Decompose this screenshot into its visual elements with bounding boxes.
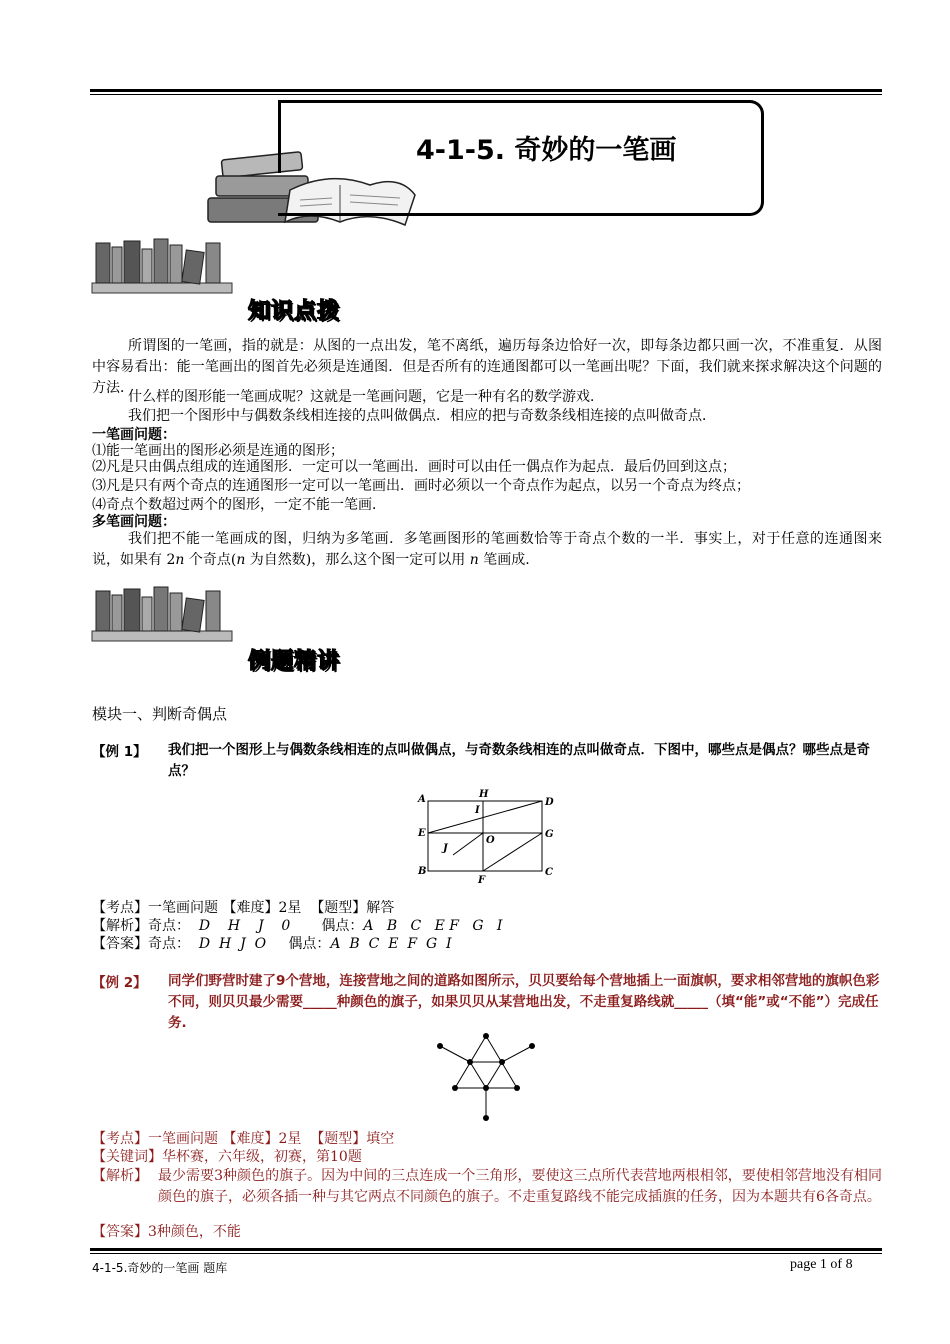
- question-paragraph: 什么样的图形能一笔画成呢？这就是一笔画问题，它是一种有名的数学游戏．: [128, 389, 604, 405]
- example-2-keywords: 【关键词】华杯赛，六年级，初赛，第10题: [92, 1149, 362, 1165]
- example-2-figure: [430, 1030, 542, 1126]
- label-e: E: [418, 828, 426, 839]
- example-1-meta: 【考点】一笔画问题 【难度】2星 【题型】解答: [92, 900, 395, 916]
- intro-paragraph: 所谓图的一笔画，指的就是：从图的一点出发，笔不离纸，遍历每条边恰好一次，即每条边都只画一次，不准重复．从图中容易看出：能一笔画出的图首先必须是连通图．但是否所有的连通图都可以一笔画出呢？下面，我们就来探求解决这个问题的方法．: [92, 338, 882, 396]
- label-a: A: [418, 794, 426, 805]
- example-1-analysis: 【解析】奇点： D H J 0 偶点：A B C E F G I: [92, 918, 503, 934]
- one-stroke-heading: 一笔画问题：: [92, 427, 176, 443]
- definition-paragraph: 我们把一个图形中与偶数条线相连接的点叫做偶点．相应的把与奇数条线相连接的点叫做奇点．: [128, 408, 716, 424]
- footer-doc-title: 4-1-5.奇妙的一笔画 题库: [92, 1261, 228, 1275]
- example-2-question: 同学们野营时建了9个营地，连接营地之间的道路如图所示，贝贝要给每个营地插上一面旗帜，要求相邻营地的旗帜色彩不同，则贝贝最少需要_____种颜色的旗子，如果贝贝从某营地出发，不走重复路线就_____（填“能”或“不能”）完成任务.: [168, 973, 880, 1031]
- section-heading-examples: 例题精讲: [248, 649, 341, 674]
- page-title: 4-1-5. 奇妙的一笔画: [416, 135, 677, 166]
- top-rule-thin: [90, 94, 882, 95]
- label-d: D: [545, 797, 554, 808]
- label-i: I: [475, 805, 480, 816]
- multi-stroke-paragraph: 我们把不能一笔画成的图，归纳为多笔画．多笔画图形的笔画数恰等于奇点个数的一半．事实上，对于任意的连通图来说，如果有 2n 个奇点(n 为自然数)，那么这个图一定可以用 n 笔画成.: [92, 531, 882, 568]
- module-title: 模块一、判断奇偶点: [92, 705, 228, 723]
- label-c: C: [545, 867, 553, 878]
- example-2-tag: 【例 2】: [92, 975, 147, 991]
- multi-stroke-heading: 多笔画问题：: [92, 514, 176, 530]
- example-2-answer: 【答案】3种颜色，不能: [92, 1224, 241, 1240]
- one-stroke-rule-1: ⑴能一笔画出的图形必须是连通的图形；: [92, 443, 344, 459]
- one-stroke-rule-3: ⑶凡是只有两个奇点的连通图形一定可以一笔画出．画时必须以一个奇点作为起点，以另一个奇点为终点；: [92, 478, 750, 494]
- bookshelf-icon-2: [90, 585, 235, 645]
- label-h: H: [479, 789, 489, 800]
- top-rule-thick: [90, 89, 882, 92]
- one-stroke-rule-4: ⑷奇点个数超过两个的图形，一定不能一笔画．: [92, 497, 386, 513]
- bookshelf-icon: [90, 237, 235, 297]
- example-2-analysis: 最少需要3种颜色的旗子。因为中间的三点连成一个三角形，要使这三点所代表营地两根相邻，要使相邻营地没有相同颜色的旗子，必须各插一种与其它两点不同颜色的旗子。不走重复路线不能完成插旗的任务，因为本题共有6各奇点。: [158, 1168, 882, 1205]
- section-heading-knowledge: 知识点拨: [248, 299, 341, 324]
- example-1-question: 我们把一个图形上与偶数条线相连的点叫做偶点，与奇数条线相连的点叫做奇点．下图中，哪些点是偶点？哪些点是奇点？: [168, 742, 870, 779]
- example-1-answer: 【答案】奇点： D H J O 偶点：A B C E F G I: [92, 936, 452, 952]
- label-g: G: [545, 829, 554, 840]
- example-1-tag: 【例 1】: [92, 744, 147, 760]
- label-o: O: [486, 835, 495, 846]
- label-b: B: [418, 866, 427, 877]
- example-1-figure: [410, 785, 570, 885]
- footer-rule-thin: [90, 1253, 882, 1254]
- footer-rule-thick: [90, 1248, 882, 1251]
- one-stroke-rule-2: ⑵凡是只由偶点组成的连通图形．一定可以一笔画出．画时可以由任一偶点作为起点．最后仍回到这点；: [92, 459, 736, 475]
- label-j: J: [443, 843, 448, 854]
- example-2-analysis-tag: 【解析】: [92, 1168, 148, 1184]
- label-f: F: [478, 875, 486, 885]
- example-2-meta: 【考点】一笔画问题 【难度】2星 【题型】填空: [92, 1131, 395, 1147]
- footer-page-number: page 1 of 8: [790, 1257, 853, 1272]
